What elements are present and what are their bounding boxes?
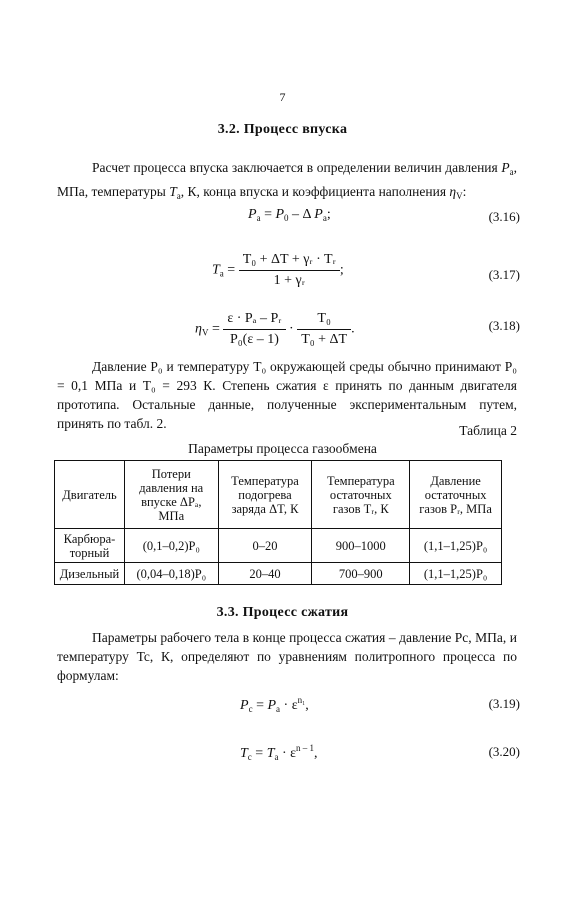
- f316-lhs-sub: a: [256, 213, 261, 223]
- header-residual-pressure: Давление остаточных газов Pᵣ, МПа: [410, 461, 502, 529]
- formula-3-17: [212, 252, 344, 289]
- f316-lhs: P: [248, 207, 257, 222]
- cell-inlet-loss: (0,04–0,18)P₀: [124, 563, 218, 585]
- formula-3-18: [195, 311, 355, 348]
- f318-lhs-sub: V: [201, 327, 209, 338]
- intro-text-mid1: , МПа, температуры: [57, 160, 518, 199]
- cell-inlet-loss: (0,1–0,2)P₀: [124, 529, 218, 563]
- f317-denominator: 1 + γᵣ: [273, 273, 305, 288]
- pressure-subscript: a: [509, 167, 514, 177]
- f320-lhs: T: [240, 746, 248, 761]
- f319-lhs-sub: c: [248, 704, 253, 714]
- f318-fraction-1: [223, 311, 285, 348]
- table-row: [55, 563, 502, 585]
- f317-tail: ;: [339, 262, 344, 278]
- table-title: Параметры процесса газообмена: [188, 441, 377, 456]
- f316-b: P: [314, 207, 323, 222]
- f316-a-sub: 0: [284, 213, 289, 223]
- section-heading-3-2: 3.2. Процесс впуска: [217, 122, 348, 137]
- header-inlet-loss: Потери давления на впуске ΔPₐ, МПа: [124, 461, 218, 529]
- temperature-subscript: a: [176, 191, 181, 201]
- cell-heating-temp: 20–40: [218, 563, 312, 585]
- equation-number-3-17: (3.17): [488, 267, 520, 282]
- f317-lhs-sub: a: [219, 268, 224, 279]
- cell-residual-pressure: (1,1–1,25)P₀: [410, 563, 502, 585]
- equation-number-3-19: (3.19): [488, 696, 520, 711]
- table-row: [55, 529, 502, 563]
- f319-a: P: [267, 698, 277, 713]
- equation-number-3-18: (3.18): [488, 318, 520, 333]
- f319-lhs: P: [240, 698, 249, 713]
- f318-denominator-2: T₀ + ΔT: [301, 332, 348, 347]
- f316-b-sub: a: [322, 213, 327, 223]
- header-residual-temp: Температура остаточных газов Tᵣ, К: [312, 461, 410, 529]
- f318-dot: ·: [285, 321, 298, 337]
- cell-engine-type: Дизельный: [55, 563, 125, 585]
- f320-a: T: [266, 746, 275, 761]
- equation-number-3-16: (3.16): [488, 209, 520, 224]
- formula-3-19: [240, 695, 309, 714]
- f316-minus: – Δ: [288, 207, 315, 222]
- formula-3-20: [240, 743, 318, 762]
- f316-eq: =: [260, 207, 276, 222]
- f320-lhs-sub: c: [247, 752, 252, 762]
- equation-number-3-20: (3.20): [488, 744, 520, 759]
- f319-tail: ,: [305, 698, 309, 713]
- gas-exchange-table: [54, 460, 502, 585]
- f318-numerator-1: ε · Pₐ – Pᵣ: [223, 311, 285, 330]
- f316-tail: ;: [326, 207, 331, 222]
- f318-eq: =: [208, 321, 224, 337]
- f320-tail: ,: [314, 746, 318, 761]
- f318-tail: .: [351, 321, 355, 337]
- f319-mul: · ε: [280, 698, 298, 713]
- intro-text: Расчет процесса впуска заключается в определении величин давления: [92, 160, 498, 175]
- f318-denominator-1: P₀(ε – 1): [230, 332, 279, 347]
- conditions-paragraph: Давление P₀ и температуру T₀ окружающей среды обычно принимают P₀ = 0,1 МПа и T₀ = 293 К. Степень сжатия ε принять по данным двигателя прототипа. Остальные данные, полученные экспериментальным путем, принять по табл. 2.: [57, 359, 517, 431]
- f317-fraction: [239, 252, 340, 289]
- f320-eq: =: [251, 746, 267, 761]
- formula-3-16: [248, 207, 331, 223]
- intro-end: :: [462, 184, 467, 199]
- cell-engine-type: Карбюра-торный: [55, 529, 125, 563]
- f319-eq: =: [252, 698, 268, 713]
- f320-a-sub: a: [274, 752, 279, 762]
- f320-exponent: n – 1: [296, 743, 315, 753]
- f319-a-sub: a: [276, 704, 281, 714]
- table-label: Таблица 2: [459, 423, 517, 438]
- fill-coefficient-subscript: V: [456, 191, 463, 201]
- header-heating-temp: Температура подогрева заряда ΔT, К: [218, 461, 312, 529]
- compression-paragraph: Параметры рабочего тела в конце процесса сжатия – давление Pc, МПа, и температуру Tc, К, определяют по уравнениям политропного процесса по формулам:: [57, 630, 517, 683]
- f318-numerator-2: T₀: [297, 311, 351, 330]
- fill-coefficient-symbol: η: [449, 184, 457, 199]
- section-heading-3-3: 3.3. Процесс сжатия: [216, 605, 349, 620]
- table-header-row: [55, 461, 502, 529]
- cell-residual-pressure: (1,1–1,25)P₀: [410, 529, 502, 563]
- f317-lhs: T: [212, 262, 220, 278]
- temperature-symbol: T: [169, 184, 177, 199]
- f319-exponent: n₁: [297, 695, 306, 705]
- page-number: 7: [279, 90, 286, 104]
- cell-heating-temp: 0–20: [218, 529, 312, 563]
- f318-fraction-2: [297, 311, 351, 348]
- f316-a: P: [275, 207, 285, 222]
- f317-numerator: T₀ + ΔT + γᵣ · Tᵣ: [239, 252, 340, 271]
- f318-lhs: η: [195, 321, 202, 337]
- cell-residual-temp: 900–1000: [312, 529, 410, 563]
- f317-eq: =: [223, 262, 239, 278]
- f320-mul: · ε: [278, 746, 297, 761]
- cell-residual-temp: 700–900: [312, 563, 410, 585]
- pressure-symbol: P: [501, 160, 510, 175]
- intro-text-mid2: , К, конца впуска и коэффициента наполнения: [180, 184, 447, 199]
- intro-paragraph: [57, 158, 517, 206]
- header-engine: Двигатель: [55, 461, 125, 529]
